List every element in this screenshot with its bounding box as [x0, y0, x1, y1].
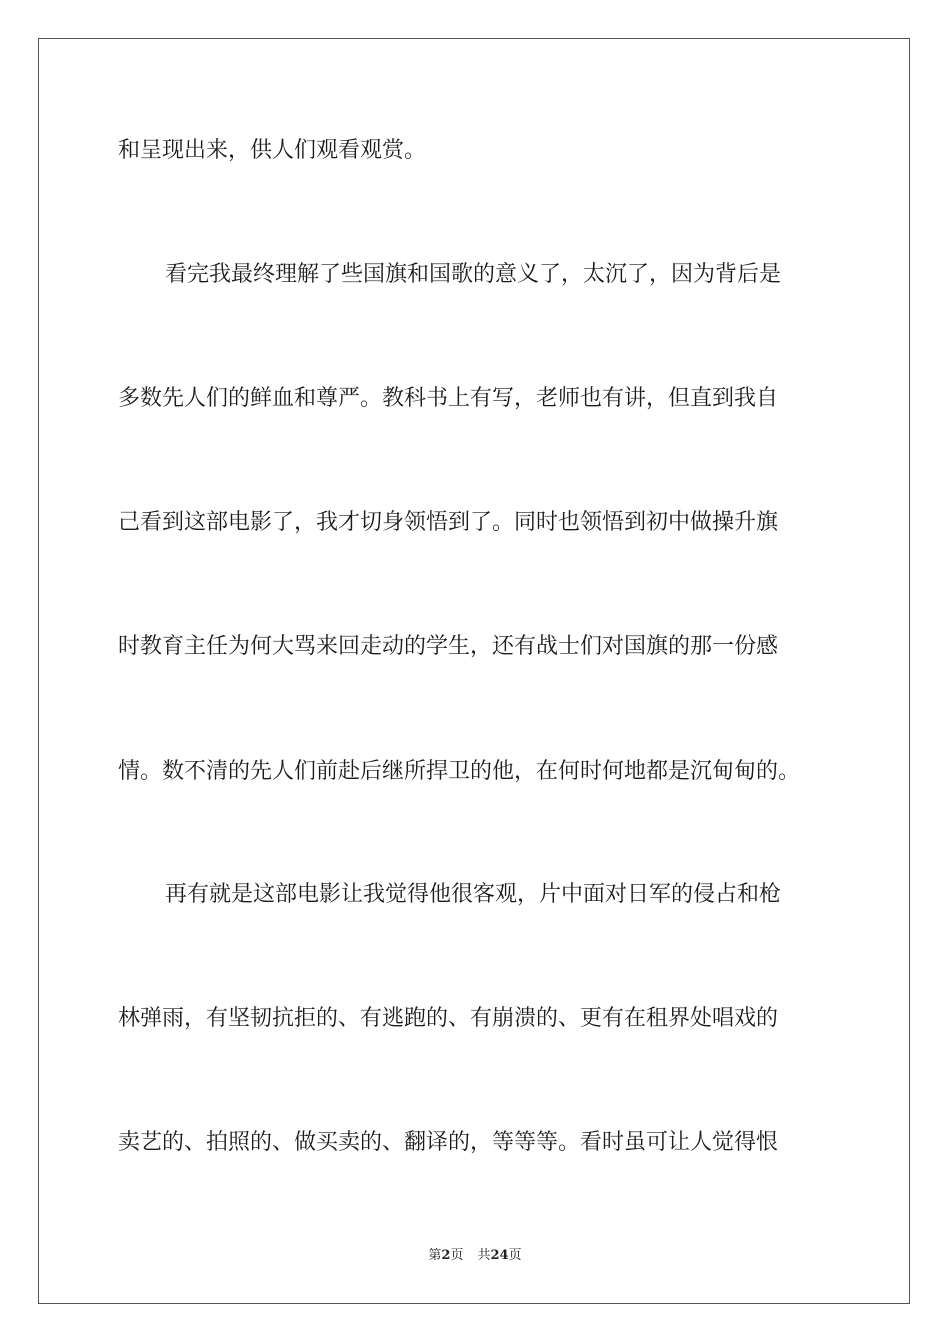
paragraph-line: 卖艺的、拍照的、做买卖的、翻译的，等等等。看时虽可让人觉得恨 [118, 1130, 779, 1155]
page-footer [0, 1247, 950, 1265]
paragraph-line: 和呈现出来，供人们观看观赏。 [118, 138, 427, 163]
paragraph-line: 情。数不清的先人们前赴后继所捍卫的他，在何时何地都是沉甸甸的。 [118, 759, 801, 784]
total-pages: 24 [490, 1248, 509, 1263]
page-border [38, 38, 910, 1304]
total-prefix: 共 [477, 1248, 491, 1263]
paragraph-line: 时教育主任为何大骂来回走动的学生，还有战士们对国旗的那一份感 [118, 634, 779, 659]
paragraph-line: 再有就是这部电影让我觉得他很客观，片中面对日军的侵占和枪 [165, 882, 782, 907]
paragraph-line: 看完我最终理解了些国旗和国歌的意义了，太沉了，因为背后是 [165, 262, 782, 287]
paragraph-line: 己看到这部电影了，我才切身领悟到了。同时也领悟到初中做操升旗 [118, 510, 779, 535]
page-suffix: 页 [450, 1248, 464, 1263]
page-prefix: 第 [428, 1248, 442, 1263]
paragraph-line: 多数先人们的鲜血和尊严。教科书上有写，老师也有讲，但直到我自 [118, 386, 779, 411]
page-number: 2 [441, 1248, 451, 1263]
paragraph-line: 林弹雨，有坚韧抗拒的、有逃跑的、有崩溃的、更有在租界处唱戏的 [118, 1006, 779, 1031]
total-suffix: 页 [508, 1248, 522, 1263]
